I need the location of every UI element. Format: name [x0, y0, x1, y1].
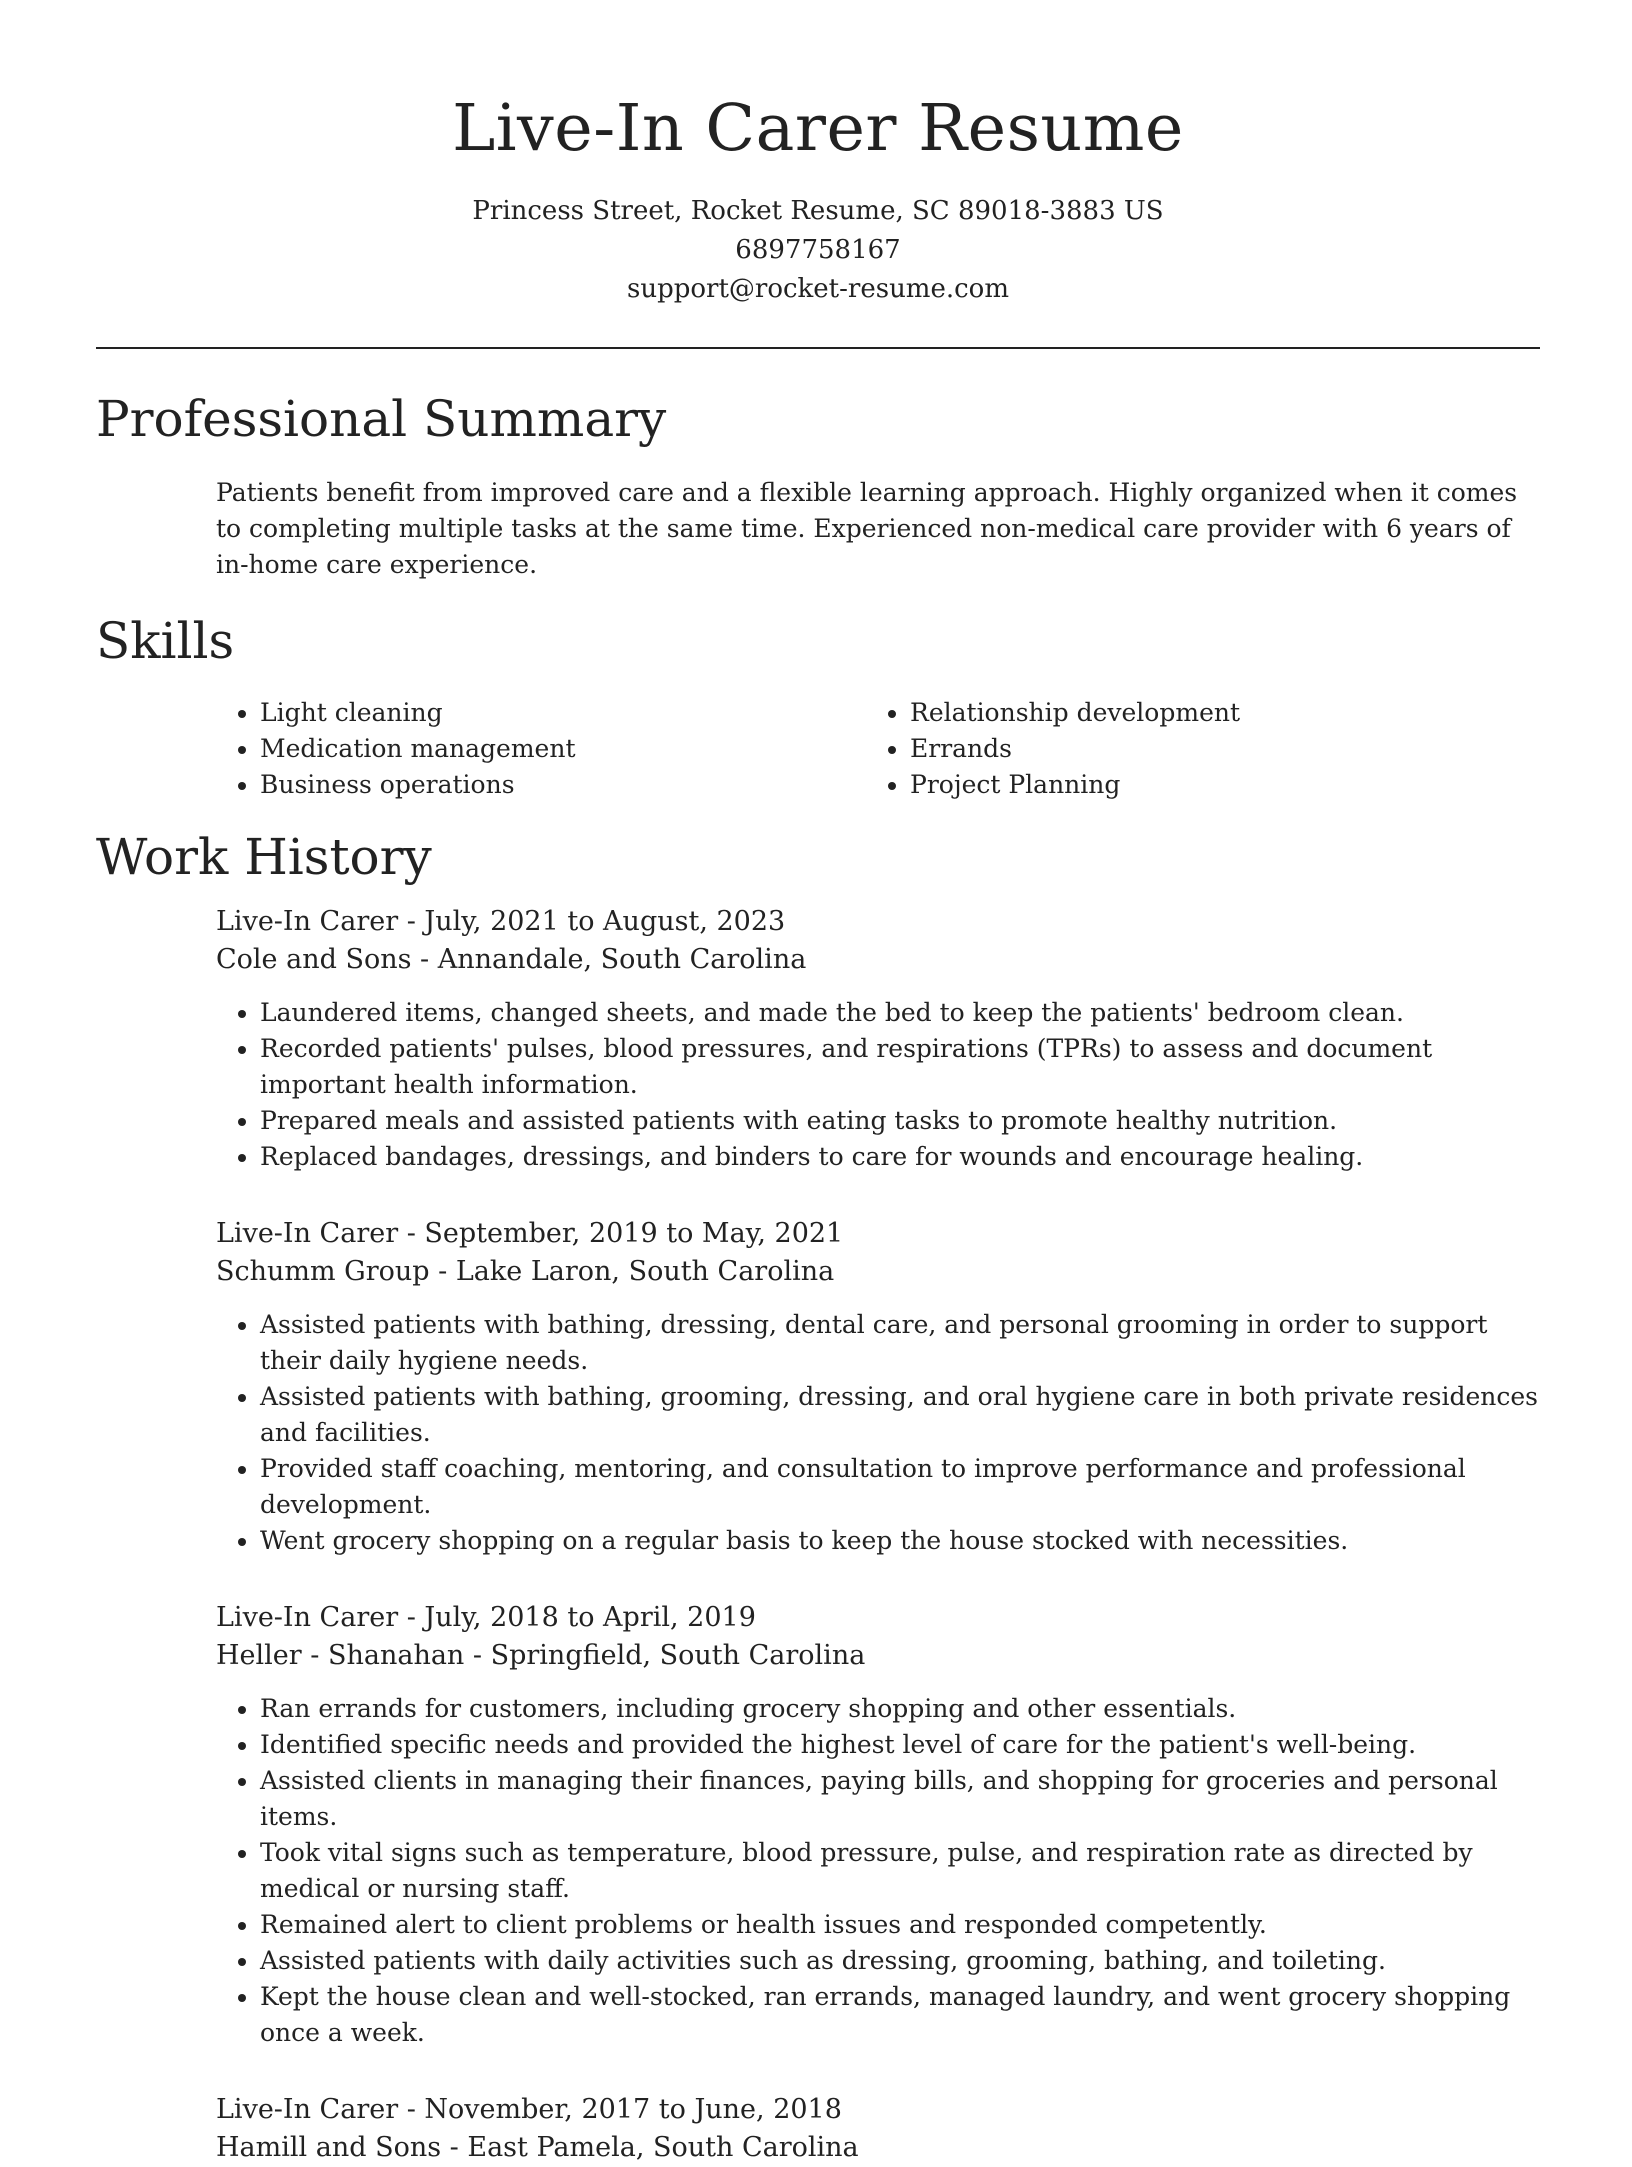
job-title: Live-In Carer - September, 2019 to May, 2021: [216, 1218, 844, 1249]
header-divider: [96, 347, 1540, 349]
section-title-work-history: Work History: [96, 828, 432, 886]
job-duty: • Assisted patients with bathing, grooming, dressing, and oral hygiene care in both private residences and facilities.: [260, 1379, 1540, 1451]
section-title-skills: Skills: [96, 612, 235, 670]
skill-item: • Project Planning: [910, 767, 1516, 803]
job-entry: [216, 1599, 1540, 2051]
skills-column-left: [216, 695, 866, 803]
job-duty: • Ran errands for customers, including grocery shopping and other essentials.: [260, 1691, 1540, 1727]
job-duty: • Remained alert to client problems or health issues and responded competently.: [260, 1907, 1540, 1943]
job-entry: [216, 2091, 1540, 2167]
job-company: Cole and Sons - Annandale, South Carolina: [216, 944, 807, 975]
work-history-list: [216, 903, 1540, 2167]
contact-block: [96, 192, 1540, 309]
job-duty: • Prepared meals and assisted patients with eating tasks to promote healthy nutrition.: [260, 1103, 1540, 1139]
job-company: Heller - Shanahan - Springfield, South Carolina: [216, 1640, 866, 1671]
job-entry: [216, 1215, 1540, 1559]
resume-title: Live-In Carer Resume: [452, 91, 1184, 166]
job-duty: • Laundered items, changed sheets, and made the bed to keep the patients' bedroom clean.: [260, 995, 1540, 1031]
summary-text: Patients benefit from improved care and a flexible learning approach. Highly organized when it comes to completing multiple tasks at the same time. Experienced non-medical care provider with 6 years of in-home care experience.: [216, 478, 1518, 579]
contact-phone: 6897758167: [735, 235, 901, 265]
job-company: Schumm Group - Lake Laron, South Carolina: [216, 1256, 835, 1287]
job-duty: • Provided staff coaching, mentoring, and consultation to improve performance and professional development.: [260, 1451, 1540, 1523]
job-entry: [216, 903, 1540, 1175]
skills-list: [216, 695, 1540, 803]
job-duty: • Went grocery shopping on a regular basis to keep the house stocked with necessities.: [260, 1523, 1540, 1559]
section-title-summary: Professional Summary: [96, 390, 667, 448]
job-duty: • Took vital signs such as temperature, blood pressure, pulse, and respiration rate as directed by medical or nursing staff.: [260, 1835, 1540, 1907]
skills-column-right: [866, 695, 1516, 803]
job-title: Live-In Carer - November, 2017 to June, 2018: [216, 2094, 842, 2125]
skill-item: • Medication management: [260, 731, 866, 767]
job-duty: • Assisted patients with bathing, dressing, dental care, and personal grooming in order to support their daily hygiene needs.: [260, 1307, 1540, 1379]
job-duties: [216, 1307, 1540, 1559]
skill-item: • Relationship development: [910, 695, 1516, 731]
job-title: Live-In Carer - July, 2018 to April, 2019: [216, 1602, 756, 1633]
skill-item: • Errands: [910, 731, 1516, 767]
job-duty: • Kept the house clean and well-stocked, ran errands, managed laundry, and went grocery shopping once a week.: [260, 1979, 1540, 2051]
job-title: Live-In Carer - July, 2021 to August, 2023: [216, 906, 786, 937]
job-duty: • Replaced bandages, dressings, and binders to care for wounds and encourage healing.: [260, 1139, 1540, 1175]
skill-item: • Business operations: [260, 767, 866, 803]
contact-email: support@rocket-resume.com: [626, 274, 1009, 304]
resume-page: [96, 0, 1540, 2167]
job-duty: • Assisted clients in managing their finances, paying bills, and shopping for groceries and personal items.: [260, 1763, 1540, 1835]
contact-address: Princess Street, Rocket Resume, SC 89018-3883 US: [472, 196, 1164, 226]
job-duty: • Recorded patients' pulses, blood pressures, and respirations (TPRs) to assess and document important health information.: [260, 1031, 1540, 1103]
job-company: Hamill and Sons - East Pamela, South Carolina: [216, 2132, 859, 2163]
skill-item: • Light cleaning: [260, 695, 866, 731]
job-duties: [216, 995, 1540, 1175]
job-duty: • Identified specific needs and provided the highest level of care for the patient's well-being.: [260, 1727, 1540, 1763]
job-duties: [216, 1691, 1540, 2051]
job-duty: • Assisted patients with daily activities such as dressing, grooming, bathing, and toileting.: [260, 1943, 1540, 1979]
